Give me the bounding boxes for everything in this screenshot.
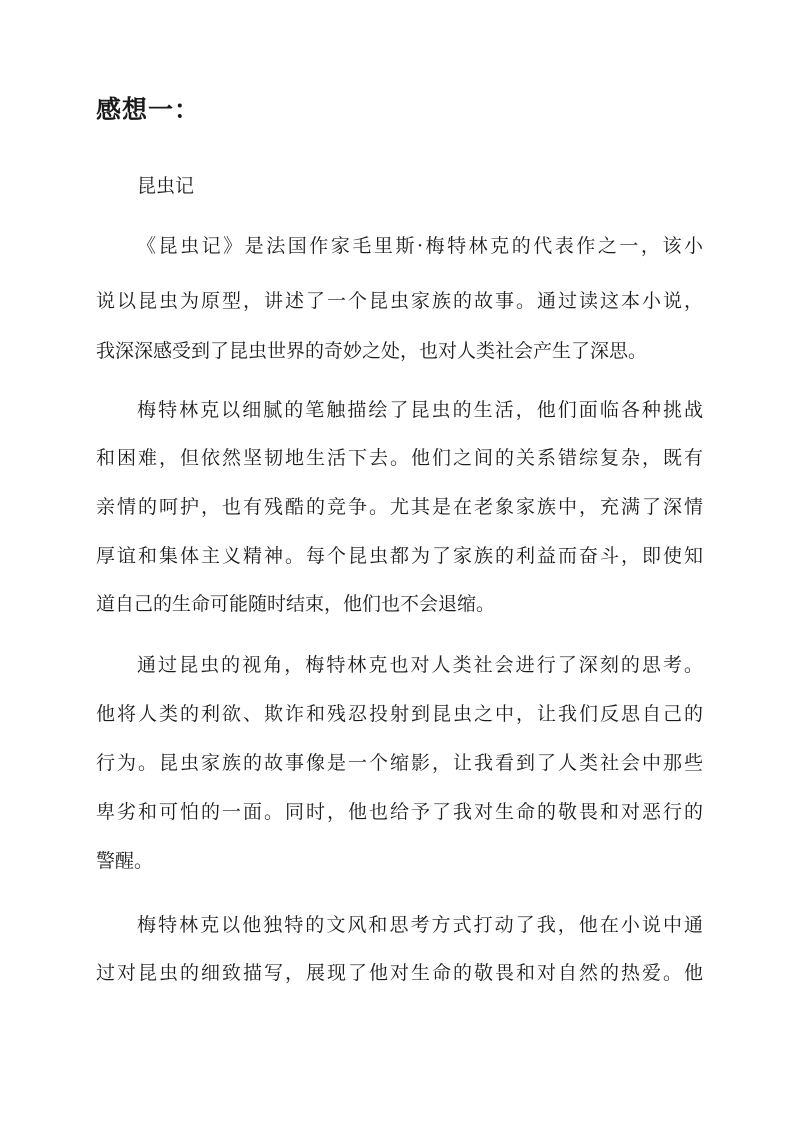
paragraph-2-line-1: 梅特林克以细腻的笔触描绘了昆虫的生活，他们面临各种挑战 (137, 399, 703, 421)
paragraph-4-line-2: 过对昆虫的细致描写，展现了他对生命的敬畏和对自然的热爱。他 (96, 962, 703, 984)
paragraph-2-line-3: 亲情的呵护，也有残酷的竞争。尤其是在老象家族中，充满了深情 (96, 496, 703, 518)
paragraph-3-line-3: 行为。昆虫家族的故事像是一个缩影，让我看到了人类社会中那些 (96, 752, 703, 774)
page-heading: 感想一： (96, 95, 201, 124)
paragraph-1-line-2: 说以昆虫为原型，讲述了一个昆虫家族的故事。通过读这本小说， (96, 290, 703, 312)
paragraph-3-line-4: 卑劣和可怕的一面。同时，他也给予了我对生命的敬畏和对恶行的 (96, 801, 703, 823)
paragraph-2-line-5: 道自己的生命可能随时结束，他们也不会退缩。 (96, 593, 496, 615)
paragraph-1-line-3: 我深深感受到了昆虫世界的奇妙之处，也对人类社会产生了深思。 (96, 340, 648, 362)
paragraph-3-line-2: 他将人类的利欲、欺诈和残忍投射到昆虫之中，让我们反思自己的 (96, 703, 703, 725)
paragraph-2-line-4: 厚谊和集体主义精神。每个昆虫都为了家族的利益而奋斗，即使知 (96, 545, 703, 567)
document-subtitle: 昆虫记 (137, 175, 195, 197)
paragraph-2-line-2: 和困难，但依然坚韧地生活下去。他们之间的关系错综复杂，既有 (96, 447, 703, 469)
paragraph-3-line-5: 警醒。 (96, 850, 154, 872)
paragraph-3-line-1: 通过昆虫的视角，梅特林克也对人类社会进行了深刻的思考。 (137, 654, 703, 676)
paragraph-4-line-1: 梅特林克以他独特的文风和思考方式打动了我，他在小说中通 (137, 914, 703, 936)
paragraph-1-line-1: 《昆虫记》是法国作家毛里斯·梅特林克的代表作之一，该小 (137, 235, 703, 257)
